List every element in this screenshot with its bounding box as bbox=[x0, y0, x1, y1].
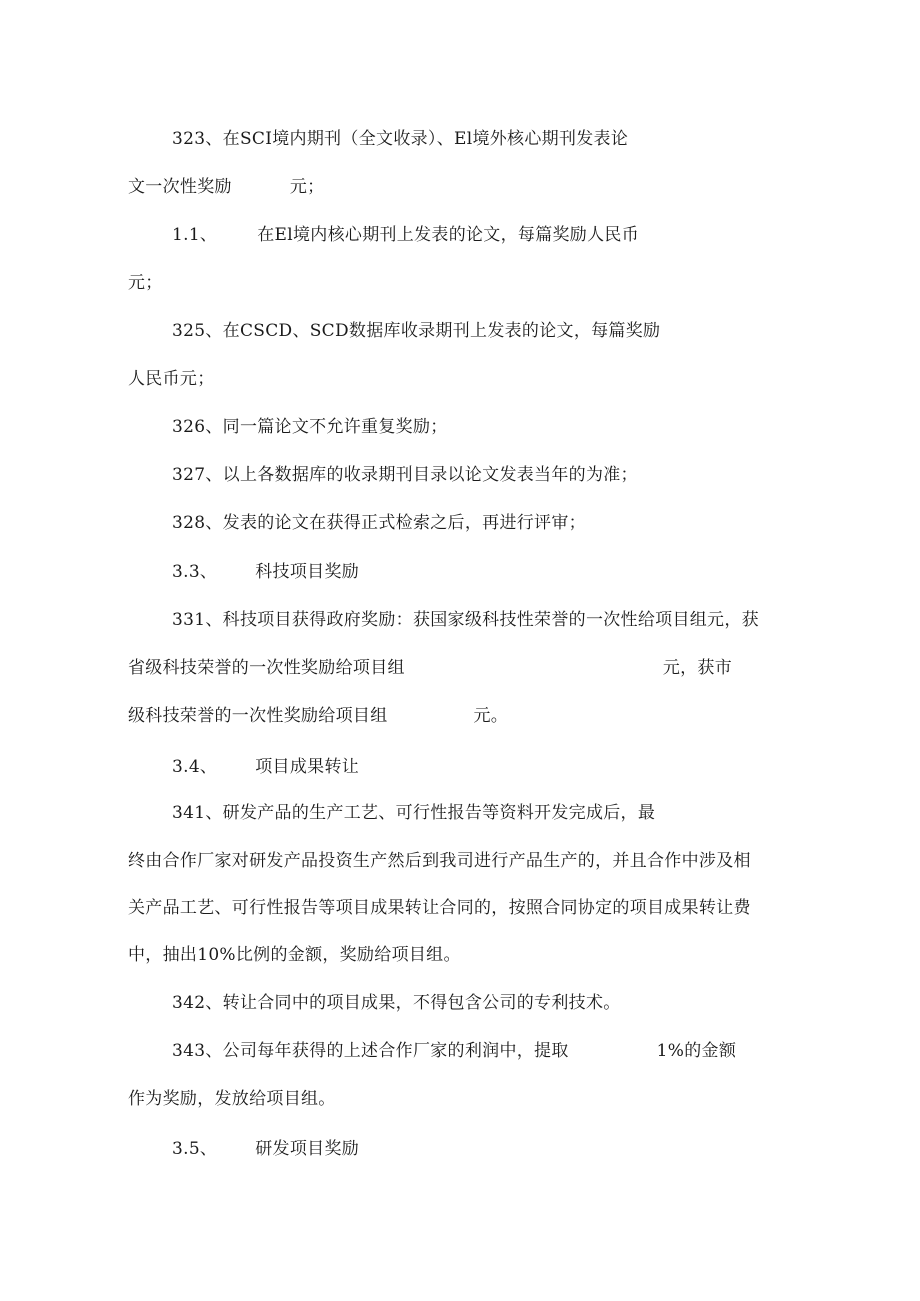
item-323-line-2-unit: 元； bbox=[289, 177, 325, 197]
section-3-3-title: 科技项目奖励 bbox=[255, 562, 360, 582]
item-343-line-1-unit: 1%的金额 bbox=[656, 1041, 737, 1061]
item-1-1-number: 1.1、 bbox=[172, 225, 218, 245]
item-342: 342、转让合同中的项目成果，不得包含公司的专利技术。 bbox=[172, 993, 621, 1013]
item-341-line-3: 关产品工艺、可行性报告等项目成果转让合同的，按照合同协定的项目成果转让费 bbox=[128, 898, 751, 918]
section-3-4-number: 3.4、 bbox=[172, 757, 218, 777]
item-327: 327、以上各数据库的收录期刊目录以论文发表当年的为准； bbox=[172, 465, 638, 485]
section-3-4-title: 项目成果转让 bbox=[255, 757, 360, 777]
section-3-5-number: 3.5、 bbox=[172, 1139, 218, 1159]
item-343-line-1-text: 343、公司每年获得的上述合作厂家的利润中，提取 bbox=[172, 1041, 569, 1061]
item-1-1-line-2: 元； bbox=[128, 273, 163, 293]
item-343-line-2: 作为奖励，发放给项目组。 bbox=[128, 1089, 336, 1109]
section-3-5-title: 研发项目奖励 bbox=[255, 1139, 360, 1159]
item-331-line-2 bbox=[128, 657, 732, 679]
item-323-line-1: 323、在SCI境内期刊（全文收录）、El境外核心期刊发表论 bbox=[172, 129, 629, 149]
section-3-5-heading bbox=[172, 1138, 359, 1160]
item-325-line-1: 325、在CSCD、SCD数据库收录期刊上发表的论文，每篇奖励 bbox=[172, 321, 661, 341]
item-323-line-2 bbox=[128, 176, 324, 198]
item-328: 328、发表的论文在获得正式检索之后，再进行评审； bbox=[172, 513, 586, 533]
section-3-3-number: 3.3、 bbox=[172, 562, 218, 582]
item-331-line-1: 331、科技项目获得政府奖励：获国家级科技性荣誉的一次性给项目组元，获 bbox=[172, 610, 759, 630]
item-343-line-1 bbox=[172, 1040, 736, 1062]
item-331-line-3-text: 级科技荣誉的一次性奖励给项目组 bbox=[128, 706, 388, 726]
item-331-line-2-unit: 元，获市 bbox=[662, 658, 733, 678]
item-1-1-text: 在El境内核心期刊上发表的论文，每篇奖励人民币 bbox=[257, 225, 639, 245]
item-325-line-2: 人民币元； bbox=[128, 369, 215, 389]
item-341-line-4: 中，抽出10%比例的金额，奖励给项目组。 bbox=[128, 945, 461, 965]
item-331-line-3-unit: 元。 bbox=[473, 706, 509, 726]
item-1-1-line-1 bbox=[172, 224, 639, 246]
section-3-3-heading bbox=[172, 561, 359, 583]
item-323-line-2-text: 文一次性奖励 bbox=[128, 177, 232, 197]
item-341-line-2: 终由合作厂家对研发产品投资生产然后到我司进行产品生产的，并且合作中涉及相 bbox=[128, 851, 751, 871]
item-331-line-3 bbox=[128, 705, 508, 727]
item-341-line-1: 341、研发产品的生产工艺、可行性报告等资料开发完成后，最 bbox=[172, 803, 656, 823]
section-3-4-heading bbox=[172, 756, 359, 778]
item-326: 326、同一篇论文不允许重复奖励； bbox=[172, 417, 448, 437]
item-331-line-2-text: 省级科技荣誉的一次性奖励给项目组 bbox=[128, 658, 405, 678]
